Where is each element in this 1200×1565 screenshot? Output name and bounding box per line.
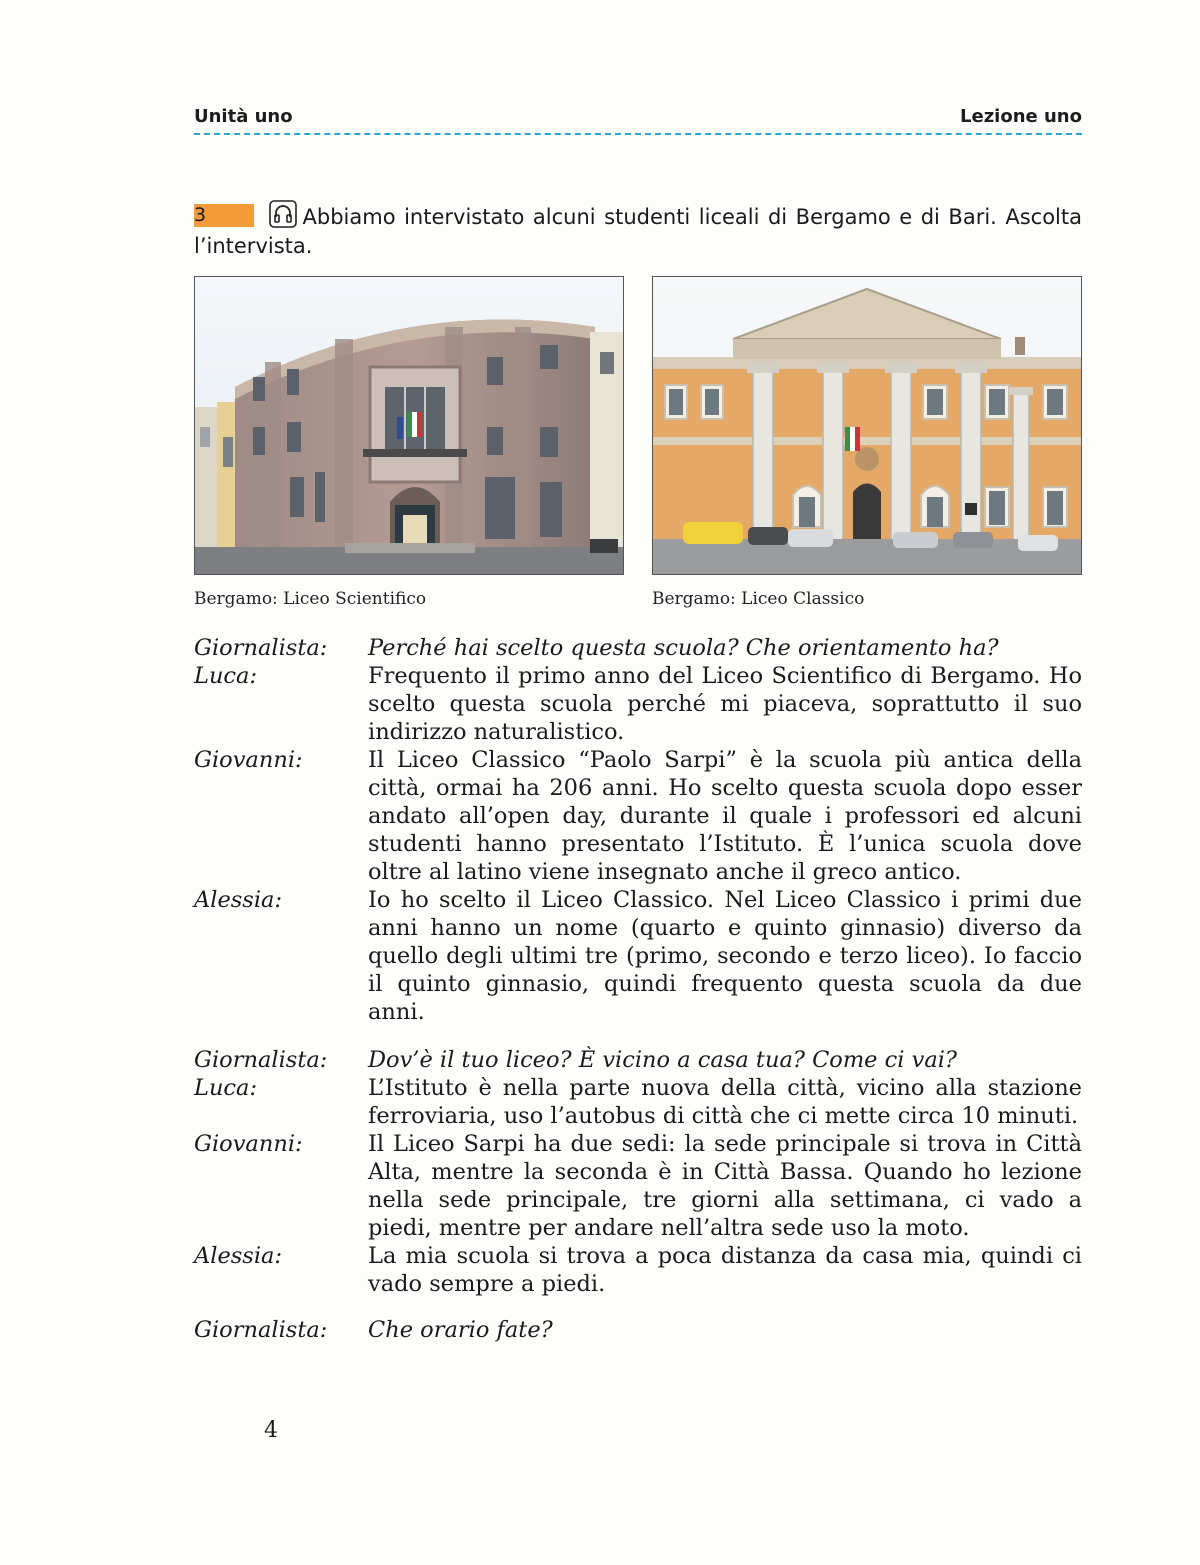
dialogue-question	[194, 1046, 1082, 1074]
photo-caption-left: Bergamo: Liceo Scientifico	[194, 589, 427, 609]
page-number: 4	[264, 1418, 278, 1443]
dialogue-answer	[194, 886, 1082, 1026]
speaker-name: Luca:	[194, 663, 258, 689]
speaker-name: Giornalista:	[194, 1317, 328, 1343]
header-divider	[194, 133, 1082, 135]
photo-liceo-scientifico	[194, 276, 624, 575]
photo-caption-right: Bergamo: Liceo Classico	[652, 589, 865, 609]
speaker-name: Alessia:	[194, 1243, 283, 1269]
spacer	[194, 1026, 1082, 1046]
dialogue-answer	[194, 746, 1082, 886]
answer-text: Il Liceo Classico “Paolo Sarpi” è la scuola più antica della città, ormai ha 206 anni. Ho scelto questa scuola dopo esser andato all’open day, durante il quale i professori ed alcuni studenti hanno presentato l’Istituto. È l’unica scuola dove oltre al latino viene insegnato anche il greco antico.	[368, 747, 1082, 885]
answer-text: La mia scuola si trova a poca distanza da casa mia, quindi ci vado sempre a piedi.	[368, 1243, 1082, 1297]
unit-title: Unità uno	[194, 106, 293, 127]
dialogue-question	[194, 1316, 1082, 1344]
question-text: Perché hai scelto questa scuola? Che orientamento ha?	[368, 635, 999, 661]
exercise-heading	[194, 200, 1082, 261]
answer-text: Io ho scelto il Liceo Classico. Nel Liceo Classico i primi due anni hanno un nome (quarto e quinto ginnasio) diverso da quello degli ultimi tre (primo, secondo e terzo liceo). Io faccio il quinto ginnasio, quindi frequento questa scuola da due anni.	[368, 887, 1082, 1025]
dialogue-answer	[194, 1074, 1082, 1130]
exercise-instruction: Abbiamo intervistato alcuni studenti liceali di Bergamo e di Bari. Ascolta l’intervista.	[194, 205, 1082, 258]
question-text: Dov’è il tuo liceo? È vicino a casa tua? Come ci vai?	[368, 1047, 957, 1073]
running-head	[194, 106, 1082, 127]
lesson-title: Lezione uno	[960, 106, 1082, 127]
speaker-name: Alessia:	[194, 887, 283, 913]
answer-text: L’Istituto è nella parte nuova della città, vicino alla stazione ferroviaria, uso l’autobus di città che ci mette circa 10 minuti.	[368, 1075, 1082, 1129]
dialogue-answer	[194, 1130, 1082, 1242]
speaker-name: Giovanni:	[194, 1131, 303, 1157]
exercise-number: 3	[194, 204, 254, 227]
dialogue-question	[194, 634, 1082, 662]
answer-text: Frequento il primo anno del Liceo Scientifico di Bergamo. Ho scelto questa scuola perché mi piaceva, soprattutto il suo indirizzo naturalistico.	[368, 663, 1082, 745]
photo-liceo-classico	[652, 276, 1082, 575]
dialogue-answer	[194, 1242, 1082, 1298]
question-text: Che orario fate?	[368, 1317, 553, 1343]
headphones-icon	[269, 200, 297, 228]
speaker-name: Giornalista:	[194, 1047, 328, 1073]
dialogue-answer	[194, 662, 1082, 746]
spacer	[194, 1298, 1082, 1316]
interview-dialogue	[194, 634, 1082, 1344]
speaker-name: Luca:	[194, 1075, 258, 1101]
speaker-name: Giornalista:	[194, 635, 328, 661]
speaker-name: Giovanni:	[194, 747, 303, 773]
answer-text: Il Liceo Sarpi ha due sedi: la sede principale si trova in Città Alta, mentre la seconda è in Città Bassa. Quando ho lezione nella sede principale, tre giorni alla settimana, ci vado a piedi, mentre per andare nell’altra sede uso la moto.	[368, 1131, 1082, 1241]
